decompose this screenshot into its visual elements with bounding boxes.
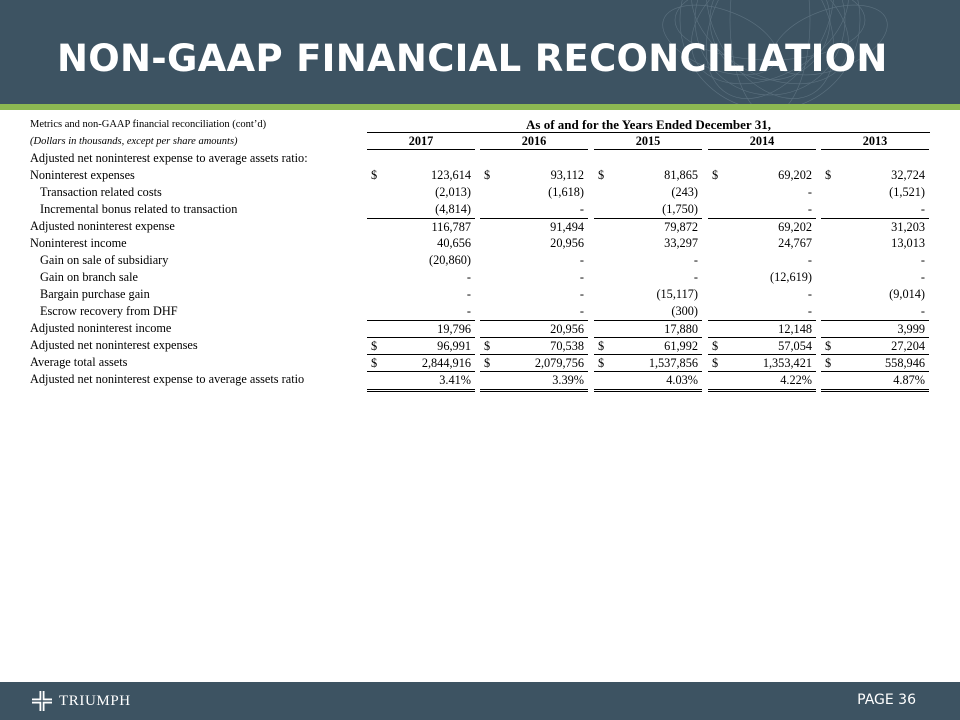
cell-value: 20,956: [550, 236, 584, 250]
cell-value: 2,079,756: [534, 356, 584, 370]
row-label: Adjusted noninterest expense: [30, 219, 175, 233]
unit-note: (Dollars in thousands, except per share amounts): [30, 136, 238, 147]
cell-value: 13,013: [891, 236, 925, 250]
year-header-2013: 2013: [821, 133, 929, 150]
cell-value: 116,787: [431, 220, 471, 234]
table-cell: [594, 320, 702, 338]
cell-value: 96,991: [437, 339, 471, 353]
table-cell: [480, 201, 588, 218]
table-cell: [480, 269, 588, 286]
table-cell: [594, 184, 702, 201]
year-header-2014: 2014: [708, 133, 816, 150]
cell-value: -: [579, 304, 584, 318]
table-row: [30, 269, 930, 286]
cell-value: -: [807, 304, 812, 318]
row-label: Adjusted noninterest income: [30, 321, 172, 335]
cell-value: 24,767: [778, 236, 812, 250]
row-label: Incremental bonus related to transaction: [40, 202, 238, 216]
cell-value: -: [693, 270, 698, 284]
cell-value: 20,956: [550, 322, 584, 336]
table-row: [30, 371, 930, 388]
caption-row: [30, 116, 930, 133]
table-cell: [367, 320, 475, 338]
table-cell: [708, 184, 816, 201]
cell-value: 81,865: [664, 168, 698, 182]
cell-value: (243): [671, 185, 698, 199]
table-row: [30, 167, 930, 184]
currency-symbol: $: [371, 356, 378, 370]
table-cell: [821, 337, 929, 355]
table-cell: [821, 201, 929, 218]
cell-value: -: [693, 253, 698, 267]
cell-value: 1,353,421: [762, 356, 812, 370]
row-label: Bargain purchase gain: [40, 287, 150, 301]
row-label: Adjusted net noninterest expenses: [30, 338, 198, 352]
table-cell: [480, 337, 588, 355]
currency-symbol: $: [598, 339, 605, 353]
table-cell: [708, 167, 816, 184]
cell-value: 69,202: [778, 220, 812, 234]
accent-divider: [0, 104, 960, 110]
table-cell: [821, 354, 929, 372]
table-cell: [821, 167, 929, 184]
table-cell: [480, 320, 588, 338]
table-cell: [367, 218, 475, 236]
currency-symbol: $: [825, 356, 832, 370]
group-header: As of and for the Years Ended December 31,: [526, 117, 771, 132]
cell-value: -: [920, 304, 925, 318]
table-cell: [480, 235, 588, 252]
row-label: Gain on branch sale: [40, 270, 138, 284]
currency-symbol: $: [484, 339, 491, 353]
table-cell: [708, 252, 816, 269]
row-label: Gain on sale of subsidiary: [40, 253, 169, 267]
year-header-2016: 2016: [480, 133, 588, 150]
cell-value: (9,014): [889, 287, 925, 301]
table-cell: [367, 303, 475, 320]
cell-value: 70,538: [550, 339, 584, 353]
cell-value: 32,724: [891, 168, 925, 182]
table-cell: [367, 167, 475, 184]
table-cell: [594, 235, 702, 252]
table-cell: [594, 252, 702, 269]
table-row: [30, 218, 930, 235]
cell-value: 3.39%: [552, 373, 584, 387]
table-cell: [367, 184, 475, 201]
cell-value: (300): [671, 304, 698, 318]
table-cell: [821, 269, 929, 286]
table-cell: [367, 354, 475, 372]
table-cell: [708, 320, 816, 338]
table-cell: [594, 269, 702, 286]
table-cell: [821, 218, 929, 236]
cell-value: (1,750): [662, 202, 698, 216]
logo-text: TRIUMPH: [59, 693, 131, 709]
currency-symbol: $: [484, 356, 491, 370]
table-cell: [480, 286, 588, 303]
year-header-2017: 2017: [367, 133, 475, 150]
table-row: [30, 201, 930, 218]
cell-value: 27,204: [891, 339, 925, 353]
currency-symbol: $: [712, 168, 719, 182]
cell-value: 69,202: [778, 168, 812, 182]
logo-cross-icon: [31, 690, 53, 712]
table-row: [30, 235, 930, 252]
table-cell: [367, 337, 475, 355]
cell-value: 93,112: [550, 168, 584, 182]
footer-bar: [0, 682, 960, 720]
cell-value: -: [807, 287, 812, 301]
table-cell: [480, 184, 588, 201]
currency-symbol: $: [712, 339, 719, 353]
header-banner: [0, 0, 960, 104]
cell-value: 123,614: [431, 168, 471, 182]
table-cell: [367, 252, 475, 269]
table-cell: [708, 354, 816, 372]
table-row: [30, 354, 930, 371]
cell-value: 4.03%: [666, 373, 698, 387]
table-cell: [594, 354, 702, 372]
cell-value: -: [807, 253, 812, 267]
cell-value: 61,992: [664, 339, 698, 353]
table-cell: [480, 167, 588, 184]
year-header-2015: 2015: [594, 133, 702, 150]
cell-value: (2,013): [435, 185, 471, 199]
row-label: Noninterest expenses: [30, 168, 135, 182]
table-cell: [594, 303, 702, 320]
cell-value: 19,796: [437, 322, 471, 336]
row-label: Transaction related costs: [40, 185, 162, 199]
table-cell: [367, 201, 475, 218]
row-label: Noninterest income: [30, 236, 127, 250]
cell-value: -: [466, 270, 471, 284]
currency-symbol: $: [371, 168, 378, 182]
currency-symbol: $: [598, 168, 605, 182]
cell-value: 91,494: [550, 220, 584, 234]
cell-value: 79,872: [664, 220, 698, 234]
year-header-row: [30, 133, 930, 150]
cell-value: 4.22%: [780, 373, 812, 387]
cell-value: -: [807, 185, 812, 199]
table-cell: [821, 184, 929, 201]
table-cell: [708, 371, 816, 392]
cell-value: (1,618): [548, 185, 584, 199]
table-cell: [594, 201, 702, 218]
table-cell: [708, 269, 816, 286]
cell-value: 31,203: [891, 220, 925, 234]
table-cell: [708, 337, 816, 355]
currency-symbol: $: [825, 168, 832, 182]
table-cell: [367, 269, 475, 286]
table-cell: [594, 337, 702, 355]
currency-symbol: $: [371, 339, 378, 353]
cell-value: -: [579, 270, 584, 284]
cell-value: 17,880: [664, 322, 698, 336]
table-cell: [594, 286, 702, 303]
cell-value: 2,844,916: [421, 356, 471, 370]
cell-value: -: [920, 253, 925, 267]
section-title: Adjusted net noninterest expense to average assets ratio:: [30, 151, 308, 165]
table-cell: [708, 286, 816, 303]
currency-symbol: $: [825, 339, 832, 353]
table-cell: [367, 371, 475, 392]
cell-value: 12,148: [778, 322, 812, 336]
cell-value: 3.41%: [439, 373, 471, 387]
table-cell: [821, 286, 929, 303]
cell-value: 1,537,856: [648, 356, 698, 370]
table-body: [30, 167, 930, 388]
table-cell: [480, 252, 588, 269]
cell-value: 40,656: [437, 236, 471, 250]
cell-value: 558,946: [885, 356, 925, 370]
cell-value: -: [920, 270, 925, 284]
table-cell: [708, 218, 816, 236]
row-label: Average total assets: [30, 355, 128, 369]
table-cell: [480, 371, 588, 392]
table-cell: [594, 218, 702, 236]
table-cell: [708, 201, 816, 218]
table-row: [30, 337, 930, 354]
cell-value: (20,860): [428, 253, 471, 267]
row-label: Adjusted net noninterest expense to average assets ratio: [30, 372, 305, 386]
cell-value: -: [920, 202, 925, 216]
table-cell: [367, 286, 475, 303]
page-number: PAGE 36: [857, 692, 916, 708]
table-cell: [594, 167, 702, 184]
currency-symbol: $: [598, 356, 605, 370]
table-cell: [480, 354, 588, 372]
table-cell: [480, 218, 588, 236]
currency-symbol: $: [484, 168, 491, 182]
cell-value: (1,521): [889, 185, 925, 199]
reconciliation-table: [30, 116, 930, 388]
table-cell: [821, 371, 929, 392]
cell-value: 4.87%: [893, 373, 925, 387]
cell-value: -: [466, 304, 471, 318]
cell-value: 57,054: [778, 339, 812, 353]
table-cell: [821, 252, 929, 269]
cell-value: -: [807, 202, 812, 216]
cell-value: (12,619): [769, 270, 812, 284]
currency-symbol: $: [712, 356, 719, 370]
table-cell: [480, 303, 588, 320]
table-cell: [367, 235, 475, 252]
cell-value: (4,814): [435, 202, 471, 216]
cell-value: -: [466, 287, 471, 301]
table-row: [30, 320, 930, 337]
cell-value: -: [579, 253, 584, 267]
section-title-row: [30, 150, 930, 167]
table-cell: [708, 303, 816, 320]
cell-value: (15,117): [656, 287, 698, 301]
table-cell: [821, 235, 929, 252]
cell-value: -: [579, 287, 584, 301]
company-logo: [31, 688, 131, 714]
table-cell: [821, 303, 929, 320]
table-row: [30, 184, 930, 201]
table-cell: [821, 320, 929, 338]
page-title: NON-GAAP FINANCIAL RECONCILIATION: [57, 37, 888, 80]
table-cell: [594, 371, 702, 392]
cell-value: -: [579, 202, 584, 216]
cell-value: 33,297: [664, 236, 698, 250]
table-row: [30, 252, 930, 269]
cell-value: 3,999: [897, 322, 925, 336]
row-label: Escrow recovery from DHF: [40, 304, 178, 318]
table-row: [30, 303, 930, 320]
table-row: [30, 286, 930, 303]
table-cell: [708, 235, 816, 252]
table-caption: Metrics and non-GAAP financial reconciliation (cont’d): [30, 119, 267, 130]
